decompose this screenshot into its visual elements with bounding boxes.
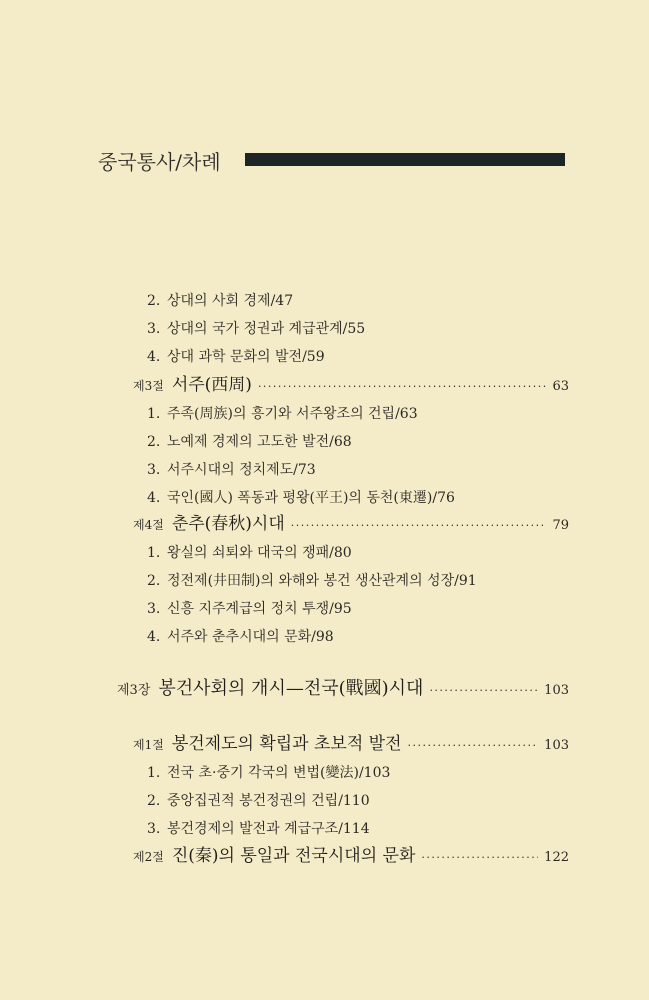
- toc-chapter[interactable]: [117, 674, 569, 700]
- toc-item-text: 전국 초·중기 각국의 변법(變法)/103: [167, 765, 391, 781]
- page-number: 63: [552, 379, 569, 394]
- running-title: 중국통사/차례: [98, 150, 221, 174]
- toc-item[interactable]: [147, 318, 365, 338]
- toc-section[interactable]: [133, 729, 569, 754]
- toc-item[interactable]: [147, 459, 316, 479]
- toc-item[interactable]: [147, 762, 390, 782]
- toc-item-text: 노예제 경제의 고도한 발전/68: [167, 434, 352, 450]
- toc-item-text: 왕실의 쇠퇴와 대국의 쟁패/80: [167, 545, 352, 561]
- toc-section[interactable]: [133, 841, 569, 866]
- toc-item[interactable]: [147, 626, 334, 646]
- toc-item-number: 2.: [147, 793, 161, 809]
- toc-item[interactable]: [147, 403, 418, 423]
- toc-item[interactable]: [147, 818, 370, 838]
- toc-item[interactable]: [147, 598, 352, 618]
- toc-section[interactable]: [133, 509, 569, 534]
- toc-item-number: 3.: [147, 601, 161, 617]
- toc-item-number: 3.: [147, 821, 161, 837]
- toc-item-text: 봉건경제의 발전과 계급구조/114: [167, 821, 370, 837]
- toc-item-number: 3.: [147, 462, 161, 478]
- section-title: 진(秦)의 통일과 전국시대의 문화: [171, 846, 416, 866]
- page-number: 122: [544, 850, 569, 865]
- toc-item-number: 4.: [147, 349, 161, 365]
- toc-item-text: 서주와 춘추시대의 문화/98: [167, 629, 334, 645]
- page-number: 103: [544, 683, 569, 698]
- toc-section[interactable]: [133, 370, 569, 395]
- section-title: 춘추(春秋)시대: [171, 514, 285, 534]
- section-title: 봉건제도의 확립과 초보적 발전: [171, 734, 402, 754]
- toc-item-number: 2.: [147, 293, 161, 309]
- toc-item-number: 1.: [147, 545, 161, 561]
- leader-dots: [429, 684, 538, 697]
- toc-item-text: 신흥 지주계급의 정치 투쟁/95: [167, 601, 352, 617]
- page-number: 79: [552, 518, 569, 533]
- toc-item-number: 4.: [147, 490, 161, 506]
- toc-item-text: 상대 과학 문화의 발전/59: [167, 349, 325, 365]
- toc-item[interactable]: [147, 487, 455, 507]
- toc-item-text: 중앙집권적 봉건정권의 건립/110: [167, 793, 370, 809]
- section-title: 서주(西周): [171, 375, 252, 395]
- toc-item-text: 국인(國人) 폭동과 평왕(平王)의 동천(東遷)/76: [167, 490, 455, 506]
- section-label: 제4절: [133, 518, 164, 532]
- toc-item[interactable]: [147, 570, 477, 590]
- toc-item[interactable]: [147, 346, 325, 366]
- toc-item-text: 주족(周族)의 흥기와 서주왕조의 건립/63: [167, 406, 418, 422]
- chapter-label: 제3장: [117, 683, 151, 698]
- toc-item-text: 서주시대의 정치제도/73: [167, 462, 316, 478]
- section-label: 제3절: [133, 379, 164, 393]
- leader-dots: [408, 739, 539, 752]
- toc-item[interactable]: [147, 790, 370, 810]
- toc-item-text: 상대의 사회 경제/47: [167, 293, 294, 309]
- toc-item-text: 정전제(井田制)의 와해와 봉건 생산관계의 성장/91: [167, 573, 477, 589]
- page-number: 103: [544, 738, 569, 753]
- toc-item-number: 2.: [147, 573, 161, 589]
- leader-dots: [291, 519, 547, 532]
- toc-item-number: 3.: [147, 321, 161, 337]
- toc-item-number: 1.: [147, 765, 161, 781]
- toc-item-number: 2.: [147, 434, 161, 450]
- toc-item[interactable]: [147, 431, 352, 451]
- section-label: 제1절: [133, 738, 164, 752]
- section-label: 제2절: [133, 850, 164, 864]
- leader-dots: [258, 380, 547, 393]
- leader-dots: [421, 851, 538, 864]
- toc-item-text: 상대의 국가 정권과 계급관계/55: [167, 321, 366, 337]
- toc-item[interactable]: [147, 542, 352, 562]
- toc-item-number: 1.: [147, 406, 161, 422]
- chapter-title: 봉건사회의 개시—전국(戰國)시대: [158, 678, 424, 699]
- toc-item-number: 4.: [147, 629, 161, 645]
- toc-item[interactable]: [147, 290, 293, 310]
